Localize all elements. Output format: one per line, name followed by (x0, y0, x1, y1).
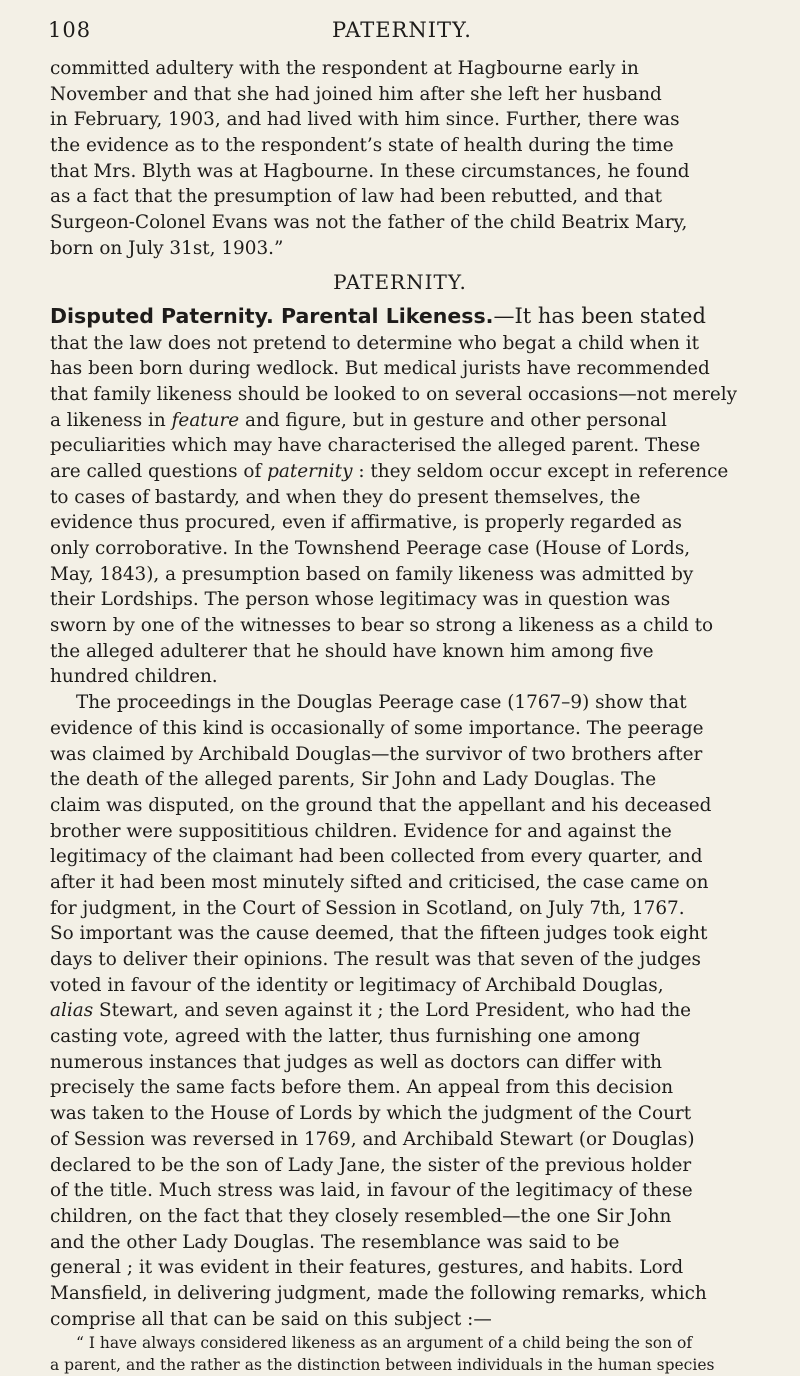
page-number: 108 (48, 18, 92, 42)
body-text (50, 56, 750, 1376)
text-line: and the other Lady Douglas. The resemblance was said to be (50, 1231, 620, 1253)
block-quote (50, 1332, 750, 1376)
text-line: casting vote, agreed with the latter, thus furnishing one among (50, 1026, 641, 1048)
text-line: of Session was reversed in 1769, and Archibald Stewart (or Douglas) (50, 1128, 695, 1150)
text-line: alias Stewart, and seven against it ; the Lord President, who had the (50, 1000, 692, 1022)
text-line: November and that she had joined him after she left her husband (50, 83, 662, 105)
text-line: has been born during wedlock. But medical jurists have recommended (50, 358, 710, 380)
running-title: PATERNITY. (332, 18, 472, 42)
text-line: was taken to the House of Lords by which the judgment of the Court (50, 1103, 692, 1125)
emphasis: paternity (267, 460, 353, 482)
text-line: days to deliver their opinions. The result was that seven of the judges (50, 949, 701, 970)
text-line: children, on the fact that they closely resembled—the one Sir John (50, 1205, 672, 1227)
quote-line: a parent, and the rather as the distinction between individuals in the human species (50, 1356, 715, 1375)
text-line: that the law does not pretend to determine who begat a child when it (50, 332, 700, 354)
text-line: numerous instances that judges as well as doctors can differ with (50, 1051, 662, 1073)
text-line: in February, 1903, and had lived with him since. Further, there was (50, 109, 680, 131)
text-line: are called questions of paternity : they seldom occur except in reference (50, 460, 729, 482)
text-line: born on July 31st, 1903.” (50, 237, 284, 259)
text-line: evidence thus procured, even if affirmative, is properly regarded as (50, 512, 682, 534)
text-line: only corroborative. In the Townshend Peerage case (House of Lords, (50, 538, 691, 559)
text-line: The proceedings in the Douglas Peerage case (1767–9) show that (76, 692, 687, 714)
text-line: the alleged adulterer that he should have known him among five (50, 640, 654, 662)
text-line: committed adultery with the respondent at Hagbourne early in (50, 58, 639, 79)
text-line: Surgeon-Colonel Evans was not the father of the child Beatrix Mary, (50, 212, 688, 234)
text-line: evidence of this kind is occasionally of some importance. The peerage (50, 717, 704, 739)
text-line: the death of the alleged parents, Sir John and Lady Douglas. The (50, 769, 657, 791)
lead-line (50, 302, 750, 331)
quote-line: “ I have always considered likeness as an argument of a child being the son of (76, 1334, 693, 1353)
text-line: after it had been most minutely sifted and criticised, the case came on (50, 871, 709, 893)
lead-rest: —It has been stated (493, 303, 706, 328)
paragraph-douglas-case (50, 690, 750, 1332)
continuation-paragraph (50, 56, 750, 262)
text-line: peculiarities which may have characterised the alleged parent. These (50, 435, 701, 457)
text-line: the evidence as to the respondent’s state of health during the time (50, 135, 674, 157)
text-line: general ; it was evident in their features, gestures, and habits. Lord (50, 1257, 684, 1279)
text-line: for judgment, in the Court of Session in Scotland, on July 7th, 1767. (50, 897, 685, 919)
text-line: Mansfield, in delivering judgment, made the following remarks, which (50, 1282, 707, 1304)
text-line: of the title. Much stress was laid, in favour of the legitimacy of these (50, 1180, 693, 1202)
text-line: was claimed by Archibald Douglas—the survivor of two brothers after (50, 743, 703, 765)
text-line: declared to be the son of Lady Jane, the sister of the previous holder (50, 1154, 692, 1176)
text-line: voted in favour of the identity or legitimacy of Archibald Douglas, (50, 974, 664, 996)
emphasis: alias (50, 1000, 94, 1022)
text-line: their Lordships. The person whose legitimacy was in question was (50, 589, 671, 611)
text-line: hundred children. (50, 666, 218, 688)
text-line: to cases of bastardy, and when they do present themselves, the (50, 486, 641, 508)
run-in-heading: Disputed Paternity. Parental Likeness. (50, 303, 494, 328)
text-line: May, 1843), a presumption based on family likeness was admitted by (50, 563, 694, 585)
emphasis: feature (171, 409, 240, 431)
text-line: claim was disputed, on the ground that the appellant and his deceased (50, 794, 712, 816)
text-line: that Mrs. Blyth was at Hagbourne. In these circumstances, he found (50, 160, 690, 182)
text-line: sworn by one of the witnesses to bear so strong a likeness as a child to (50, 615, 714, 637)
text-line: precisely the same facts before them. An appeal from this decision (50, 1077, 674, 1099)
text-line: as a fact that the presumption of law had been rebutted, and that (50, 186, 662, 208)
text-line: comprise all that can be said on this subject :— (50, 1308, 492, 1330)
text-line: legitimacy of the claimant had been collected from every quarter, and (50, 846, 703, 868)
text-line: brother were supposititious children. Evidence for and against the (50, 820, 672, 842)
text-line: that family likeness should be looked to on several occasions—not merely (50, 383, 738, 405)
section-heading: PATERNITY. (333, 269, 467, 294)
paragraph-likeness (50, 302, 750, 691)
text-line: So important was the cause deemed, that the fifteen judges took eight (50, 923, 708, 945)
text-line: a likeness in feature and figure, but in gesture and other personal (50, 409, 667, 431)
